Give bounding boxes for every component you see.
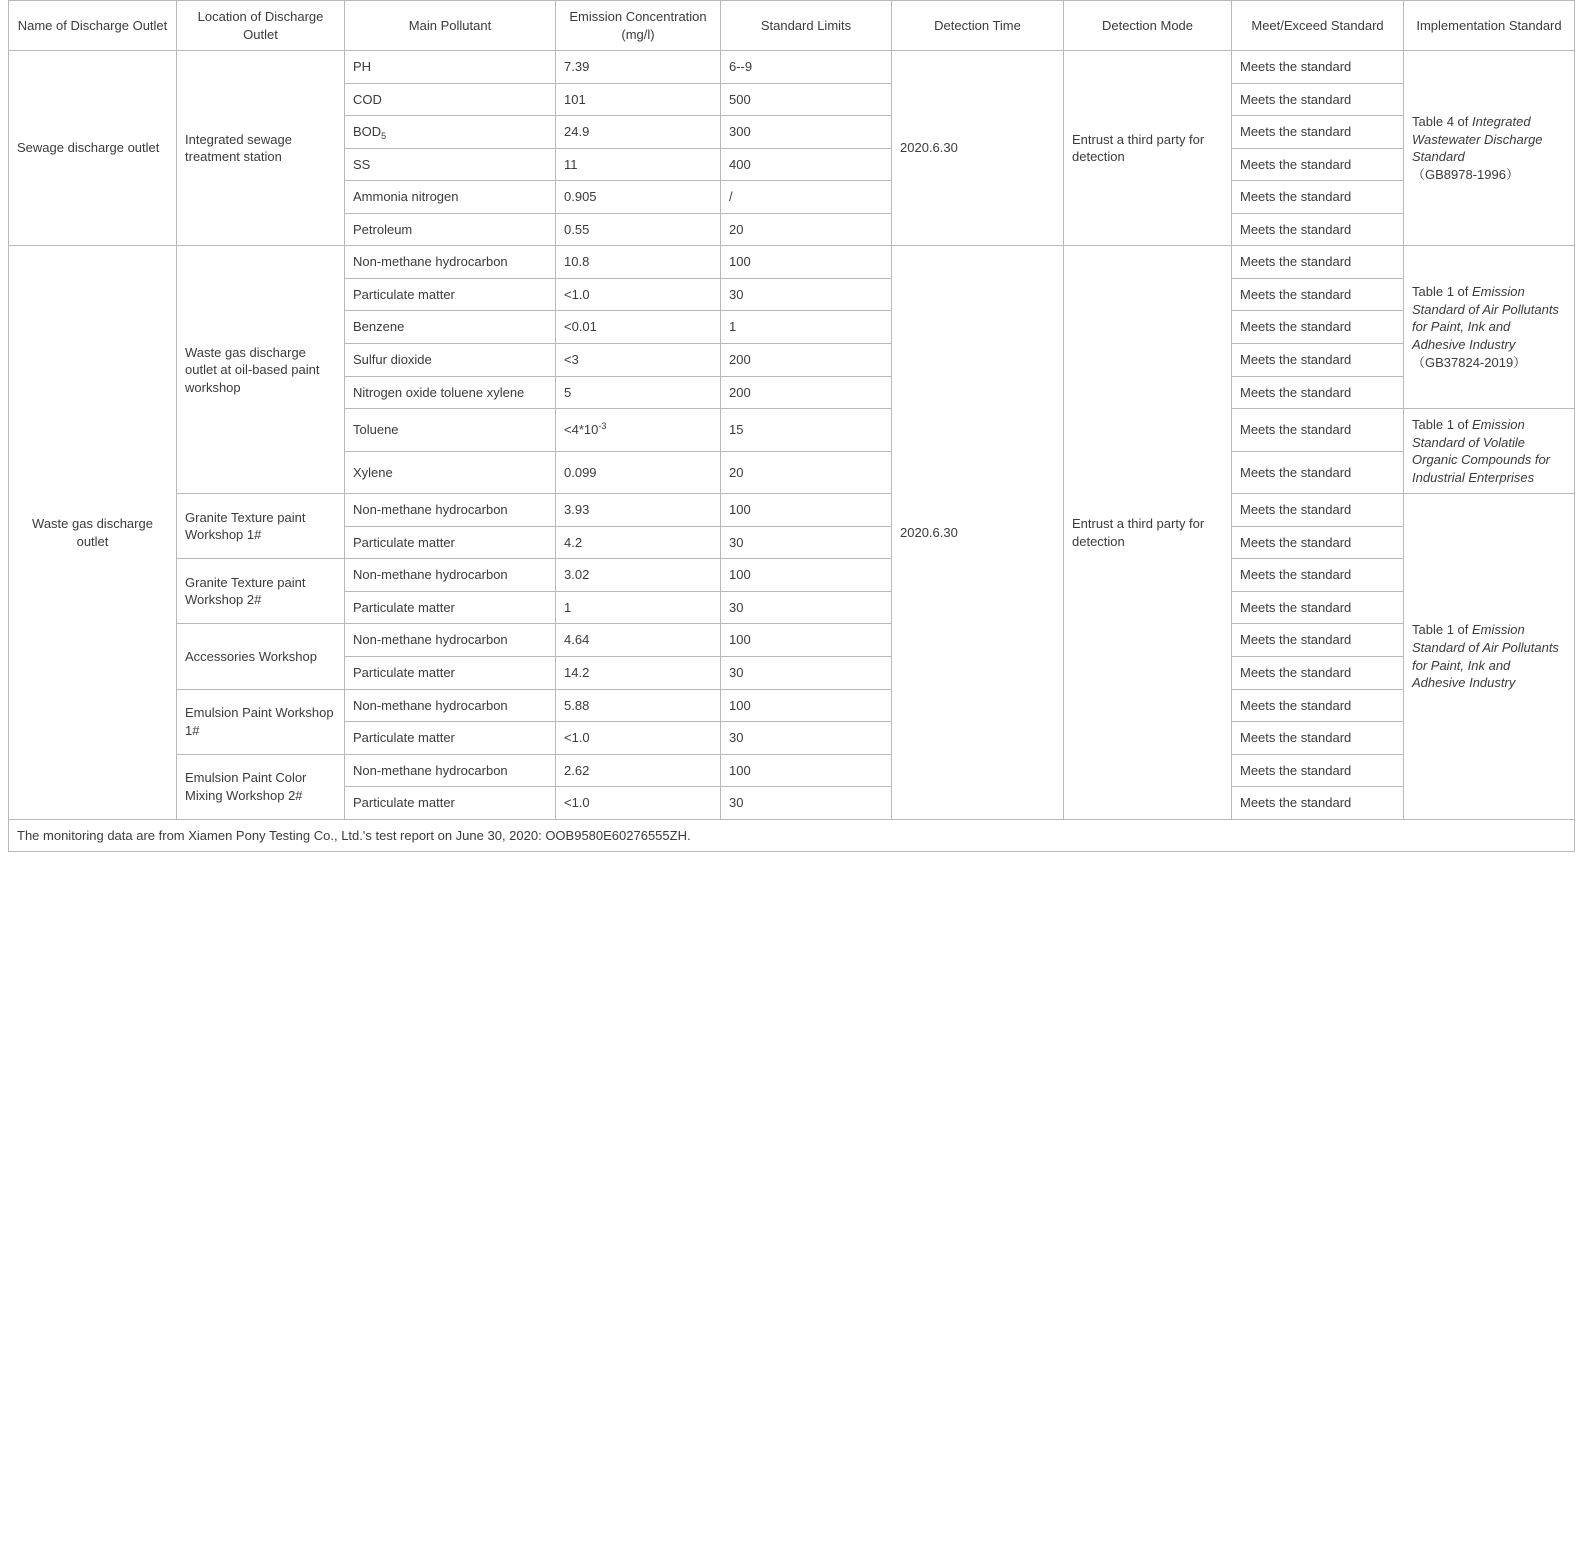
table-row — [9, 51, 1575, 84]
status-badge: Meets the standard — [1232, 409, 1404, 452]
pollutant-standard-limit: 30 — [721, 722, 892, 755]
pollutant-concentration: <1.0 — [556, 722, 721, 755]
pollutant-standard-limit: 30 — [721, 278, 892, 311]
standard-prefix: Table 1 of — [1412, 284, 1472, 300]
pollutant-standard-limit: 30 — [721, 526, 892, 559]
pollutant-standard-limit: 6--9 — [721, 51, 892, 84]
table-row — [9, 246, 1575, 279]
pollutant-name: Sulfur dioxide — [345, 344, 556, 377]
pollutant-standard-limit: 20 — [721, 451, 892, 494]
pollutant-concentration: <3 — [556, 344, 721, 377]
status-badge: Meets the standard — [1232, 787, 1404, 820]
pollutant-name: Non-methane hydrocarbon — [345, 689, 556, 722]
pollutant-name: Toluene — [345, 409, 556, 452]
pollutant-name: Petroleum — [345, 213, 556, 246]
outlet-name-sewage: Sewage discharge outlet — [9, 51, 177, 246]
pollutant-name: Particulate matter — [345, 787, 556, 820]
pollutant-concentration: $<4*10^{-3}$ — [556, 409, 721, 452]
pollutant-standard-limit: 100 — [721, 494, 892, 527]
standard-prefix: Table 1 of — [1412, 417, 1472, 433]
pollutant-standard-limit: 15 — [721, 409, 892, 452]
pollutant-concentration: 4.2 — [556, 526, 721, 559]
column-header-meet-exceed-standard: Meet/Exceed Standard — [1232, 1, 1404, 51]
status-badge: Meets the standard — [1232, 689, 1404, 722]
table-row — [9, 494, 1575, 527]
column-header-emission-concentration: Emission Concentration (mg/l) — [556, 1, 721, 51]
pollutant-standard-limit: 500 — [721, 83, 892, 116]
status-badge: Meets the standard — [1232, 83, 1404, 116]
detection-time-sewage: 2020.6.30 — [892, 51, 1064, 246]
pollutant-concentration: 4.64 — [556, 624, 721, 657]
status-badge: Meets the standard — [1232, 344, 1404, 377]
pollutant-name: Particulate matter — [345, 591, 556, 624]
table-row — [9, 754, 1575, 787]
pollutant-concentration: 3.02 — [556, 559, 721, 592]
pollutant-concentration: <0.01 — [556, 311, 721, 344]
pollutant-concentration: 0.099 — [556, 451, 721, 494]
pollutant-concentration: 0.55 — [556, 213, 721, 246]
pollutant-name: Particulate matter — [345, 526, 556, 559]
outlet-location-sewage: Integrated sewage treatment station — [177, 51, 345, 246]
table-row — [9, 624, 1575, 657]
pollutant-standard-limit: 100 — [721, 689, 892, 722]
column-header-main-pollutant: Main Pollutant — [345, 1, 556, 51]
status-badge: Meets the standard — [1232, 754, 1404, 787]
outlet-location-accessories: Accessories Workshop — [177, 624, 345, 689]
standard-prefix: Table 1 of — [1412, 622, 1472, 638]
footnote-row — [9, 819, 1575, 852]
pollutant-concentration: 2.62 — [556, 754, 721, 787]
column-header-detection-mode: Detection Mode — [1064, 1, 1232, 51]
pollutant-concentration: 10.8 — [556, 246, 721, 279]
status-badge: Meets the standard — [1232, 181, 1404, 214]
outlet-location-granite-1: Granite Texture paint Workshop 1# — [177, 494, 345, 559]
column-header-outlet-name: Name of Discharge Outlet — [9, 1, 177, 51]
status-badge: Meets the standard — [1232, 451, 1404, 494]
status-badge: Meets the standard — [1232, 624, 1404, 657]
pollutant-concentration: 14.2 — [556, 657, 721, 690]
standard-suffix: （GB37824-2019） — [1412, 354, 1527, 370]
outlet-name-waste-gas: Waste gas discharge outlet — [9, 246, 177, 819]
pollutant-standard-limit: 100 — [721, 754, 892, 787]
column-header-standard-limits: Standard Limits — [721, 1, 892, 51]
pollutant-name: Nitrogen oxide toluene xylene — [345, 376, 556, 409]
standard-title: Integrated Wastewater Discharge Standard — [1412, 114, 1543, 165]
status-badge: Meets the standard — [1232, 526, 1404, 559]
status-badge: Meets the standard — [1232, 116, 1404, 149]
pollutant-concentration: <1.0 — [556, 278, 721, 311]
detection-mode-waste-gas: Entrust a third party for detection — [1064, 246, 1232, 819]
pollutant-name: Non-methane hydrocarbon — [345, 246, 556, 279]
table-row — [9, 689, 1575, 722]
table-header — [9, 1, 1575, 51]
emission-data-table — [8, 0, 1575, 852]
status-badge: Meets the standard — [1232, 51, 1404, 84]
pollutant-concentration: 101 — [556, 83, 721, 116]
pollutant-concentration: 3.93 — [556, 494, 721, 527]
pollutant-concentration: 1 — [556, 591, 721, 624]
pollutant-standard-limit: 100 — [721, 246, 892, 279]
implementation-standard-air-pollutants — [1404, 246, 1575, 409]
column-header-outlet-location: Location of Discharge Outlet — [177, 1, 345, 51]
status-badge: Meets the standard — [1232, 722, 1404, 755]
header-row — [9, 1, 1575, 51]
standard-suffix: （GB8978-1996） — [1412, 166, 1519, 182]
pollutant-name: Non-methane hydrocarbon — [345, 754, 556, 787]
pollutant-standard-limit: 20 — [721, 213, 892, 246]
pollutant-standard-limit: / — [721, 181, 892, 214]
table-row — [9, 559, 1575, 592]
pollutant-standard-limit: 30 — [721, 787, 892, 820]
status-badge: Meets the standard — [1232, 591, 1404, 624]
pollutant-concentration: 5 — [556, 376, 721, 409]
status-badge: Meets the standard — [1232, 148, 1404, 181]
implementation-standard-air-pollutants-2 — [1404, 494, 1575, 819]
pollutant-concentration: 11 — [556, 148, 721, 181]
outlet-location-emulsion-1: Emulsion Paint Workshop 1# — [177, 689, 345, 754]
pollutant-concentration: 5.88 — [556, 689, 721, 722]
status-badge: Meets the standard — [1232, 246, 1404, 279]
standard-prefix: Table 4 of — [1412, 114, 1472, 130]
pollutant-name: COD — [345, 83, 556, 116]
pollutant-standard-limit: 200 — [721, 344, 892, 377]
pollutant-name: Non-methane hydrocarbon — [345, 624, 556, 657]
pollutant-name: PH — [345, 51, 556, 84]
pollutant-standard-limit: 200 — [721, 376, 892, 409]
pollutant-name: $BOD_5$ — [345, 116, 556, 149]
standard-title: Emission Standard of Air Pollutants for Paint, Ink and Adhesive Industry — [1412, 284, 1559, 353]
pollutant-standard-limit: 30 — [721, 591, 892, 624]
status-badge: Meets the standard — [1232, 494, 1404, 527]
footnote-text: The monitoring data are from Xiamen Pony Testing Co., Ltd.'s test report on June 30, 2020: OOB9580E60276555ZH. — [9, 819, 1575, 852]
pollutant-concentration: 7.39 — [556, 51, 721, 84]
status-badge: Meets the standard — [1232, 213, 1404, 246]
outlet-location-granite-2: Granite Texture paint Workshop 2# — [177, 559, 345, 624]
pollutant-name: Particulate matter — [345, 278, 556, 311]
implementation-standard-sewage — [1404, 51, 1575, 246]
pollutant-name: Non-methane hydrocarbon — [345, 494, 556, 527]
table-body — [9, 51, 1575, 852]
pollutant-standard-limit: 300 — [721, 116, 892, 149]
status-badge: Meets the standard — [1232, 657, 1404, 690]
pollutant-name: Particulate matter — [345, 657, 556, 690]
pollutant-standard-limit: 30 — [721, 657, 892, 690]
pollutant-name: Particulate matter — [345, 722, 556, 755]
detection-time-waste-gas: 2020.6.30 — [892, 246, 1064, 819]
pollutant-standard-limit: 1 — [721, 311, 892, 344]
status-badge: Meets the standard — [1232, 311, 1404, 344]
pollutant-standard-limit: 100 — [721, 559, 892, 592]
status-badge: Meets the standard — [1232, 376, 1404, 409]
pollutant-concentration: 24.9 — [556, 116, 721, 149]
column-header-detection-time: Detection Time — [892, 1, 1064, 51]
detection-mode-sewage: Entrust a third party for detection — [1064, 51, 1232, 246]
column-header-implementation-standard: Implementation Standard — [1404, 1, 1575, 51]
pollutant-standard-limit: 400 — [721, 148, 892, 181]
pollutant-name: SS — [345, 148, 556, 181]
pollutant-concentration: <1.0 — [556, 787, 721, 820]
pollutant-name: Benzene — [345, 311, 556, 344]
status-badge: Meets the standard — [1232, 278, 1404, 311]
status-badge: Meets the standard — [1232, 559, 1404, 592]
standard-title: Emission Standard of Volatile Organic Compounds for Industrial Enterprises — [1412, 417, 1551, 485]
pollutant-standard-limit: 100 — [721, 624, 892, 657]
outlet-location-emulsion-color-2: Emulsion Paint Color Mixing Workshop 2# — [177, 754, 345, 819]
standard-title: Emission Standard of Air Pollutants for Paint, Ink and Adhesive Industry — [1412, 622, 1559, 691]
pollutant-name: Ammonia nitrogen — [345, 181, 556, 214]
pollutant-name: Non-methane hydrocarbon — [345, 559, 556, 592]
pollutant-name: Xylene — [345, 451, 556, 494]
implementation-standard-voc — [1404, 409, 1575, 494]
pollutant-concentration: 0.905 — [556, 181, 721, 214]
outlet-location-oil-based-paint: Waste gas discharge outlet at oil-based paint workshop — [177, 246, 345, 494]
